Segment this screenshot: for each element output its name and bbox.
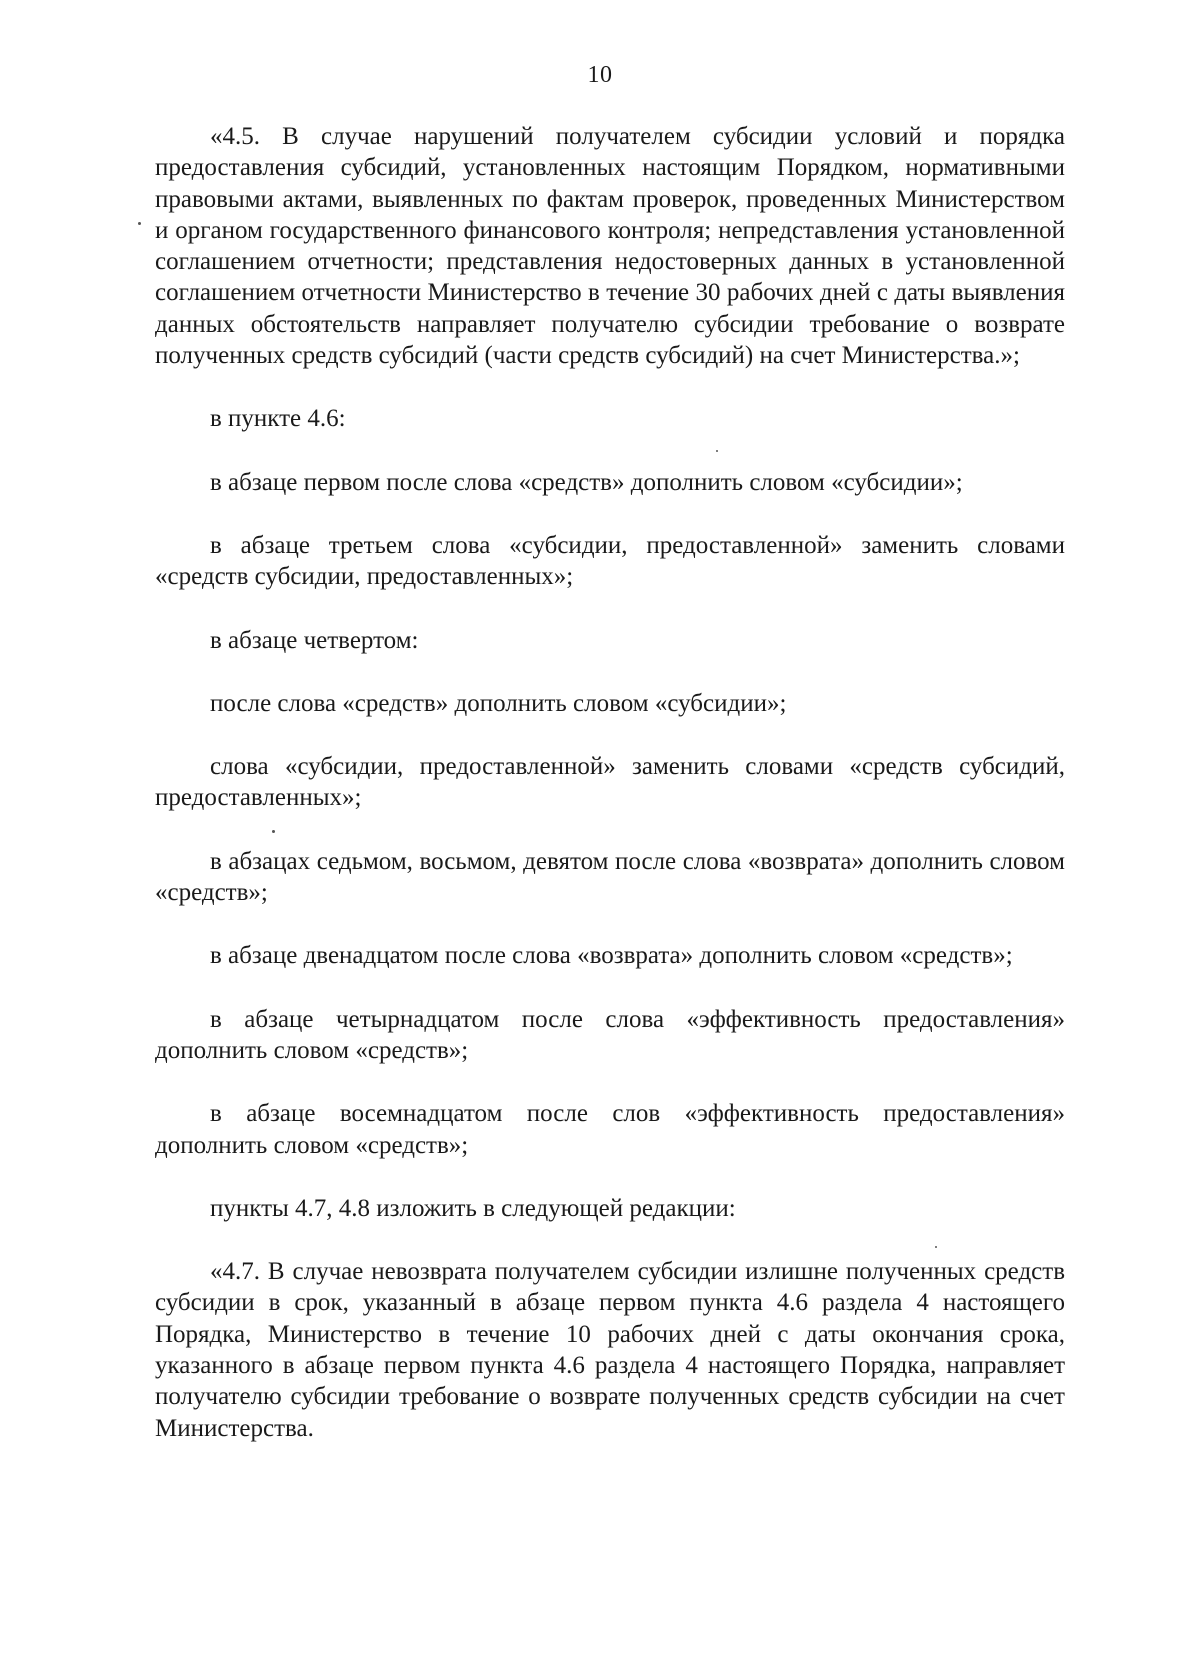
scan-speck xyxy=(272,830,275,833)
scan-speck xyxy=(716,450,718,452)
paragraph-4-5: «4.5. В случае нарушений получателем субсидии условий и порядка предоставления субсидий, установленных настоящим Порядком, нормативными правовыми актами, выявленных по фактам проверок, проведенных Министерством и органом государственного финансового контроля; непредставления установленной соглашением отчетности; представления недостоверных данных в установленной соглашением отчетности Министерство в течение 30 рабочих дней с даты выявления данных обстоятельств направляет получателю субсидии требование о возврате полученных средств субсидий (части средств субсидий) на счет Министерства.»; xyxy=(155,123,1065,370)
paragraph-abzac-third: в абзаце третьем слова «субсидии, предоставленной» заменить словами «средств субсидии, предоставленных»; xyxy=(155,531,1065,591)
scan-speck xyxy=(935,1246,937,1248)
paragraph-abzac-7-8-9: в абзацах седьмом, восьмом, девятом после слова «возврата» дополнить словом «средств»; xyxy=(155,847,1065,907)
paragraph-abzac-14: в абзаце четырнадцатом после слова «эффективность предоставления» дополнить словом «средств»; xyxy=(155,1005,1065,1064)
document-body xyxy=(155,121,1065,1444)
paragraph-punkt-4-6: в пункте 4.6: xyxy=(210,405,346,433)
page-number: 10 xyxy=(587,62,613,88)
paragraph-abzac-fourth-a: после слова «средств» дополнить словом «субсидии»; xyxy=(210,689,787,717)
paragraph-abzac-18: в абзаце восемнадцатом после слов «эффективность предоставления» дополнить словом «средств»; xyxy=(155,1100,1065,1159)
paragraph-punkty-4-7-4-8: пункты 4.7, 4.8 изложить в следующей редакции: xyxy=(210,1194,736,1222)
paragraph-4-7: «4.7. В случае невозврата получателем субсидии излишне полученных средств субсидии в срок, указанный в абзаце первом пункта 4.6 раздела 4 настоящего Порядка, Министерство в течение 10 рабочих дней с даты окончания срока, указанного в абзаце первом пункта 4.6 раздела 4 настоящего Порядка, направляет получателю субсидии требование о возврате полученных средств субсидии на счет Министерства. xyxy=(155,1258,1065,1442)
scan-speck xyxy=(138,222,141,225)
paragraph-abzac-first: в абзаце первом после слова «средств» дополнить словом «субсидии»; xyxy=(210,468,963,496)
paragraph-abzac-fourth-b: слова «субсидии, предоставленной» заменить словами «средств субсидий, предоставленных»; xyxy=(155,753,1065,812)
paragraph-abzac-fourth: в абзаце четвертом: xyxy=(210,626,419,654)
paragraph-abzac-12: в абзаце двенадцатом после слова «возврата» дополнить словом «средств»; xyxy=(210,942,1013,970)
